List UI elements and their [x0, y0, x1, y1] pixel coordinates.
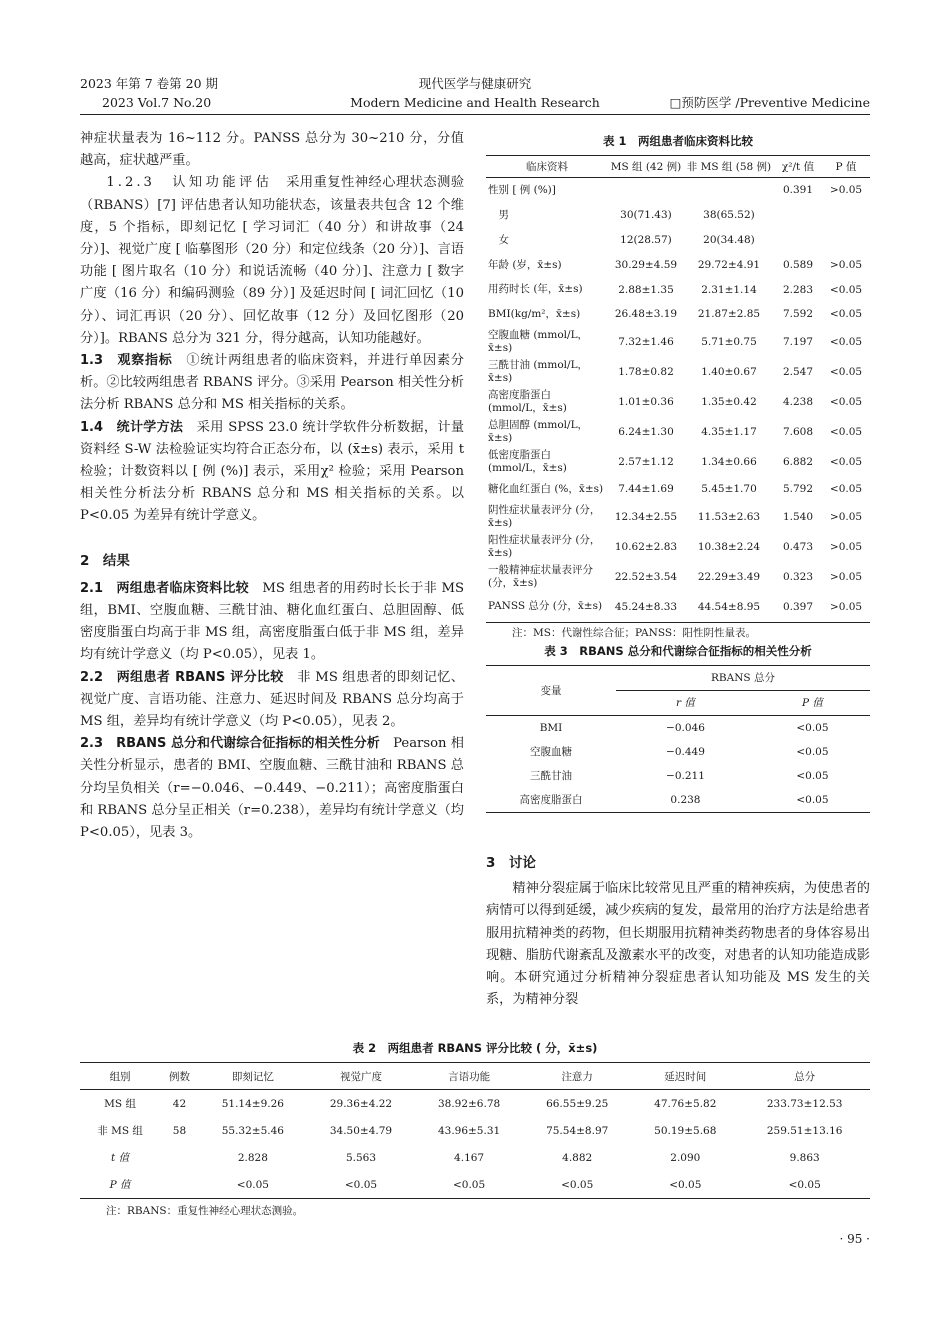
table-row	[486, 592, 870, 623]
table-cell	[822, 203, 870, 228]
table-cell: 6.882	[782, 455, 814, 468]
table-cell: 7.32±1.46	[618, 335, 674, 348]
table-2-body	[80, 1090, 870, 1199]
table-cell: 75.54±8.97	[546, 1124, 609, 1137]
table-row	[486, 715, 870, 740]
table-cell: >0.05	[829, 540, 863, 553]
table-1-header: 非 MS 组 (58 例)	[684, 156, 774, 178]
table-1-header: MS 组 (42 例)	[608, 156, 684, 178]
table-cell: 55.32±5.46	[221, 1124, 284, 1137]
table-cell: 4.238	[782, 395, 814, 408]
table-row	[486, 327, 870, 357]
table-cell: 38.92±6.78	[437, 1097, 501, 1110]
table-cell: 47.76±5.82	[654, 1097, 717, 1110]
section-2-3-body: Pearson 相关性分析显示，患者的 BMI、空腹血糖、三酰甘油和 RBANS 总分均呈负相关（r=−0.046、−0.449、−0.211）；高密度脂蛋白和 RBANS 总分呈正相关（r=0.238），差异均有统计学意义（均 P<0.05），见表 3。	[80, 736, 464, 841]
table-3-header-p: P 值	[755, 690, 870, 715]
table-cell: 2.547	[782, 365, 814, 378]
table-cell: 5.792	[782, 483, 814, 496]
table-2-header: 视觉广度	[307, 1063, 415, 1090]
row-label: PANSS 总分 (分，x̄±s)	[488, 600, 603, 613]
table-3-header-variable: 变量	[486, 665, 616, 715]
section-1-3-title: 1.3 观察指标	[80, 353, 173, 369]
row-label: 非 MS 组	[97, 1125, 143, 1137]
table-2-header: 注意力	[523, 1063, 631, 1090]
section-1-2-3	[80, 172, 464, 350]
table-cell: 2.88±1.35	[618, 283, 674, 296]
table-cell	[608, 178, 684, 203]
row-label: 高密度脂蛋白 (mmol/L，x̄±s)	[488, 389, 567, 414]
row-label: 年龄 (岁，x̄±s)	[488, 258, 562, 271]
table-cell: 5.563	[345, 1151, 376, 1164]
row-label: 总胆固醇 (mmol/L，x̄±s)	[488, 419, 589, 444]
table-cell: 10.38±2.24	[697, 540, 761, 553]
row-label: 糖化血红蛋白 (%，x̄±s)	[488, 482, 604, 495]
table-cell: 66.55±9.25	[546, 1097, 609, 1110]
section-1-3-body: ①统计两组患者的临床资料，并进行单因素分析。②比较两组患者 RBANS 评分。③采用 Pearson 相关性分析法分析 RBANS 总分和 MS 相关指标的关系。	[80, 353, 464, 413]
header-section: □预防医学 /Preventive Medicine	[669, 95, 870, 110]
table-cell: <0.05	[796, 793, 829, 806]
table-3-header-group: RBANS 总分	[616, 665, 870, 690]
header-rule	[80, 114, 870, 115]
table-cell: 7.44±1.69	[618, 483, 674, 496]
table-row	[486, 417, 870, 447]
table-2	[80, 1062, 870, 1199]
section-2-2-title: 2.2 两组患者 RBANS 评分比较	[80, 669, 284, 685]
section-2-1-title: 2.1 两组患者临床资料比较	[80, 580, 249, 596]
paragraph-panss: 神症状量表为 16~112 分。PANSS 总分为 30~210 分，分值越高，症状越严重。	[80, 131, 464, 169]
row-label: 三酰甘油	[530, 770, 572, 783]
row-label: BMI(kg/m²，x̄±s)	[488, 308, 581, 321]
table-row	[486, 277, 870, 302]
table-cell: 20(34.48)	[703, 233, 755, 246]
table-row	[80, 1171, 870, 1199]
table-2-caption: 表 2 两组患者 RBANS 评分比较 ( 分，x̄±s)	[352, 1041, 598, 1055]
table-3-body	[486, 715, 870, 812]
table-row	[486, 764, 870, 788]
header-journal-en: Modern Medicine and Health Research	[350, 95, 600, 110]
table-cell: 30(71.43)	[620, 209, 672, 222]
row-label: 低密度脂蛋白 (mmol/L，x̄±s)	[488, 449, 567, 474]
table-cell: 1.35±0.42	[701, 395, 757, 408]
table-1-body	[486, 178, 870, 623]
section-1-3	[80, 350, 464, 417]
table-cell: 0.323	[782, 570, 814, 583]
table-2-header: 延迟时间	[631, 1063, 739, 1090]
table-1-header: χ²/t 值	[774, 156, 822, 178]
section-2-2	[80, 667, 464, 734]
section-2-3	[80, 733, 464, 844]
table-cell: 50.19±5.68	[654, 1124, 717, 1137]
table-cell: >0.05	[829, 510, 863, 523]
section-2-1-body: MS 组患者的用药时长长于非 MS 组，BMI、空腹血糖、三酰甘油、糖化血红蛋白、总胆固醇、低密度脂蛋白均高于非 MS 组，高密度脂蛋白低于非 MS 组，差异均有统计学意义（均 P<0.05），见表 1。	[80, 580, 464, 663]
table-cell: 2.283	[782, 283, 814, 296]
table-row	[486, 178, 870, 203]
table-cell: 2.828	[237, 1151, 268, 1164]
table-2-header: 言语功能	[415, 1063, 523, 1090]
row-label: 空腹血糖	[530, 746, 572, 759]
table-2-header: 总分	[739, 1063, 870, 1090]
table-row	[486, 252, 870, 277]
table-cell: 0.391	[782, 184, 814, 197]
table-cell: <0.05	[236, 1178, 269, 1191]
table-cell: 22.52±3.54	[614, 570, 678, 583]
table-cell: 0.238	[670, 793, 701, 806]
header-journal-cn: 现代医学与健康研究	[418, 76, 532, 91]
table-cell: 1.540	[782, 510, 814, 523]
table-cell	[684, 178, 774, 203]
row-label: 阴性症状量表评分 (分，x̄±s)	[488, 504, 601, 529]
table-cell: 5.71±0.75	[701, 335, 757, 348]
table-cell: 7.608	[782, 425, 814, 438]
table-cell: 58	[172, 1124, 187, 1137]
table-cell: 1.01±0.36	[618, 395, 674, 408]
table-cell: <0.05	[452, 1178, 486, 1191]
table-row	[486, 502, 870, 532]
table-row	[486, 740, 870, 764]
table-cell: −0.449	[666, 745, 705, 758]
table-row	[486, 477, 870, 502]
table-cell: <0.05	[829, 483, 863, 496]
table-cell: >0.05	[829, 184, 863, 197]
section-1-4-title: 1.4 统计学方法	[80, 419, 184, 435]
table-cell: 5.45±1.70	[701, 483, 757, 496]
table-cell: 29.36±4.22	[329, 1097, 393, 1110]
table-row	[486, 788, 870, 813]
table-3	[486, 665, 870, 813]
table-cell: 1.78±0.82	[618, 365, 674, 378]
table-cell: <0.05	[796, 745, 829, 758]
table-cell: 4.35±1.17	[701, 425, 757, 438]
table-cell: 2.090	[670, 1151, 701, 1164]
table-cell: 34.50±4.79	[329, 1124, 393, 1137]
table-2-header: 例数	[160, 1063, 199, 1090]
table-cell: <0.05	[829, 425, 863, 438]
table-cell: 7.197	[782, 335, 814, 348]
table-row	[486, 387, 870, 417]
page-number: · 95 ·	[839, 1232, 870, 1246]
row-label: 性别 [ 例 (%)]	[488, 184, 556, 197]
table-cell: 4.882	[562, 1151, 593, 1164]
table-row	[486, 532, 870, 562]
table-cell: <0.05	[829, 283, 863, 296]
table-row	[80, 1117, 870, 1144]
table-cell	[774, 228, 822, 253]
discussion-body: 精神分裂症属于临床比较常见且严重的精神疾病，为使患者的病情可以得到延缓，减少疾病的复发，最常用的治疗方法是给患者服用抗精神类的药物，但长期服用抗精神类药物患者的身体容易出现糖、脂肪代谢紊乱及激素水平的改变，对患者的认知功能造成影响。本研究通过分析精神分裂症患者认知功能及 MS 发生的关系，为精神分裂	[486, 881, 870, 1008]
table-cell: <0.05	[829, 365, 863, 378]
discussion-title: 3 讨论	[486, 855, 536, 871]
table-cell: 30.29±4.59	[614, 258, 678, 271]
row-label: t 值	[111, 1152, 130, 1164]
table-row	[486, 447, 870, 477]
table-1-caption: 表 1 两组患者临床资料比较	[602, 134, 753, 148]
section-2-3-title: 2.3 RBANS 总分和代谢综合征指标的相关性分析	[80, 736, 380, 752]
table-cell: <0.05	[561, 1178, 594, 1191]
table-cell: <0.05	[344, 1178, 378, 1191]
table-cell: 21.87±2.85	[697, 308, 761, 321]
table-cell: 233.73±12.53	[766, 1097, 843, 1110]
table-1-header: 临床资料	[486, 156, 608, 178]
table-cell: <0.05	[829, 455, 863, 468]
table-cell: 26.48±3.19	[614, 308, 678, 321]
table-cell: <0.05	[796, 769, 829, 782]
table-cell: 38(65.52)	[703, 209, 755, 222]
table-cell: <0.05	[788, 1178, 821, 1191]
row-label: 男	[488, 208, 509, 221]
table-row	[80, 1144, 870, 1171]
table-cell: −0.211	[666, 769, 705, 782]
table-cell: 6.24±1.30	[618, 425, 674, 438]
table-cell	[774, 203, 822, 228]
table-cell: 44.54±8.95	[697, 600, 761, 613]
table-cell: −0.046	[666, 721, 705, 734]
table-cell: 7.592	[782, 308, 814, 321]
table-cell: >0.05	[829, 570, 863, 583]
table-cell: 42	[172, 1097, 187, 1110]
row-label: 高密度脂蛋白	[519, 794, 583, 807]
table-cell: <0.05	[796, 721, 829, 734]
section-2-1	[80, 578, 464, 667]
table-cell: 10.62±2.83	[614, 540, 678, 553]
table-row	[80, 1090, 870, 1118]
table-cell: 9.863	[789, 1151, 820, 1164]
table-1	[486, 155, 870, 623]
section-2-2-body: 非 MS 组患者的即刻记忆、视觉广度、言语功能、注意力、延迟时间及 RBANS 总分均高于 MS 组，差异均有统计学意义（均 P<0.05），见表 2。	[80, 669, 464, 730]
table-cell: 0.473	[782, 540, 814, 553]
table-cell: <0.05	[829, 308, 863, 321]
table-2-block	[80, 1040, 870, 1219]
table-cell: 0.397	[782, 600, 814, 613]
table-cell: <0.05	[669, 1178, 702, 1191]
left-column	[80, 128, 464, 844]
row-label: 三酰甘油 (mmol/L，x̄±s)	[488, 359, 589, 384]
row-label: P 值	[109, 1179, 131, 1191]
table-cell: <0.05	[829, 395, 863, 408]
section-1-4	[80, 417, 464, 528]
table-cell: 43.96±5.31	[437, 1124, 501, 1137]
table-cell	[160, 1171, 199, 1199]
table-cell: 12(28.57)	[620, 233, 672, 246]
table-cell: 2.57±1.12	[618, 455, 674, 468]
table-cell: 2.31±1.14	[701, 283, 757, 296]
table-cell: 259.51±13.16	[766, 1124, 843, 1137]
table-cell: 45.24±8.33	[614, 600, 678, 613]
row-label: 空腹血糖 (mmol/L，x̄±s)	[488, 329, 589, 354]
table-2-note: 注：RBANS：重复性神经心理状态测验。	[106, 1205, 304, 1217]
header-issue-en: 2023 Vol.7 No.20	[102, 95, 212, 110]
table-cell: 1.40±0.67	[701, 365, 757, 378]
table-1-note: 注：MS：代谢性综合征；PANSS：阳性阴性量表。	[512, 626, 757, 639]
table-cell: <0.05	[829, 335, 863, 348]
table-3-header-r: r 值	[616, 690, 755, 715]
table-2-header: 即刻记忆	[199, 1063, 307, 1090]
row-label: MS 组	[104, 1098, 136, 1110]
row-label: 女	[488, 233, 509, 246]
row-label: BMI	[539, 721, 563, 734]
table-cell: 51.14±9.26	[221, 1097, 284, 1110]
table-3-caption: 表 3 RBANS 总分和代谢综合征指标的相关性分析	[544, 643, 812, 658]
table-cell: 4.167	[454, 1151, 485, 1164]
table-row	[486, 228, 870, 253]
table-row	[486, 562, 870, 592]
table-cell: 22.29±3.49	[697, 570, 761, 583]
section-2-title: 2 结果	[80, 552, 130, 569]
table-row	[486, 302, 870, 327]
header-issue-cn: 2023 年第 7 卷第 20 期	[80, 76, 219, 91]
table-cell: 12.34±2.55	[614, 510, 678, 523]
row-label: 一般精神症状量表评分 (分，x̄±s)	[488, 564, 593, 589]
table-row	[486, 357, 870, 387]
table-cell	[822, 228, 870, 253]
table-2-header: 组别	[80, 1063, 160, 1090]
section-1-2-3-title: 1.2.3 认知功能评估	[106, 175, 273, 191]
section-1-4-body: 采用 SPSS 23.0 统计学软件分析数据，计量资料经 S-W 法检验证实均符合正态分布，以 (x̄±s) 表示，采用 t 检验；计数资料以 [ 例 (%)] 表示，采用χ² 检验；采用 Pearson 相关性分析法分析 RBANS 总分和 MS 相关指标的关系。以 P<0.05 为差异有统计学意义。	[80, 419, 465, 524]
table-1-block	[486, 133, 870, 813]
table-cell: 1.34±0.66	[701, 455, 757, 468]
table-cell: 11.53±2.63	[697, 510, 761, 523]
discussion	[486, 852, 870, 1011]
table-cell: 0.589	[782, 258, 814, 271]
table-cell: 29.72±4.91	[697, 258, 761, 271]
section-1-2-3-body: 采用重复性神经心理状态测验（RBANS）[7] 评估患者认知功能状态，该量表共包含 12 个维度，5 个指标，即刻记忆 [ 学习词汇（40 分）和讲故事（24 分）]、视觉广度 [ 临摹图形（20 分）和定位线条（20 分）]、言语功能 [ 图片取名（10 分）和说话流畅（40 分）]、注意力 [ 数字广度（16 分）和编码测验（89 分）] 及延迟时间 [ 词汇回忆（10 分）、词汇再识（20 分）、回忆故事（12 分）及回忆图形（20 分）]。RBANS 总分为 321 分，得分越高，认知功能越好。	[80, 175, 465, 346]
table-cell	[160, 1144, 199, 1171]
table-1-header: P 值	[822, 156, 870, 178]
row-label: 阳性症状量表评分 (分，x̄±s)	[488, 534, 601, 559]
table-cell: >0.05	[829, 258, 863, 271]
table-cell: >0.05	[829, 600, 863, 613]
row-label: 用药时长 (年，x̄±s)	[488, 283, 583, 296]
table-row	[486, 203, 870, 228]
